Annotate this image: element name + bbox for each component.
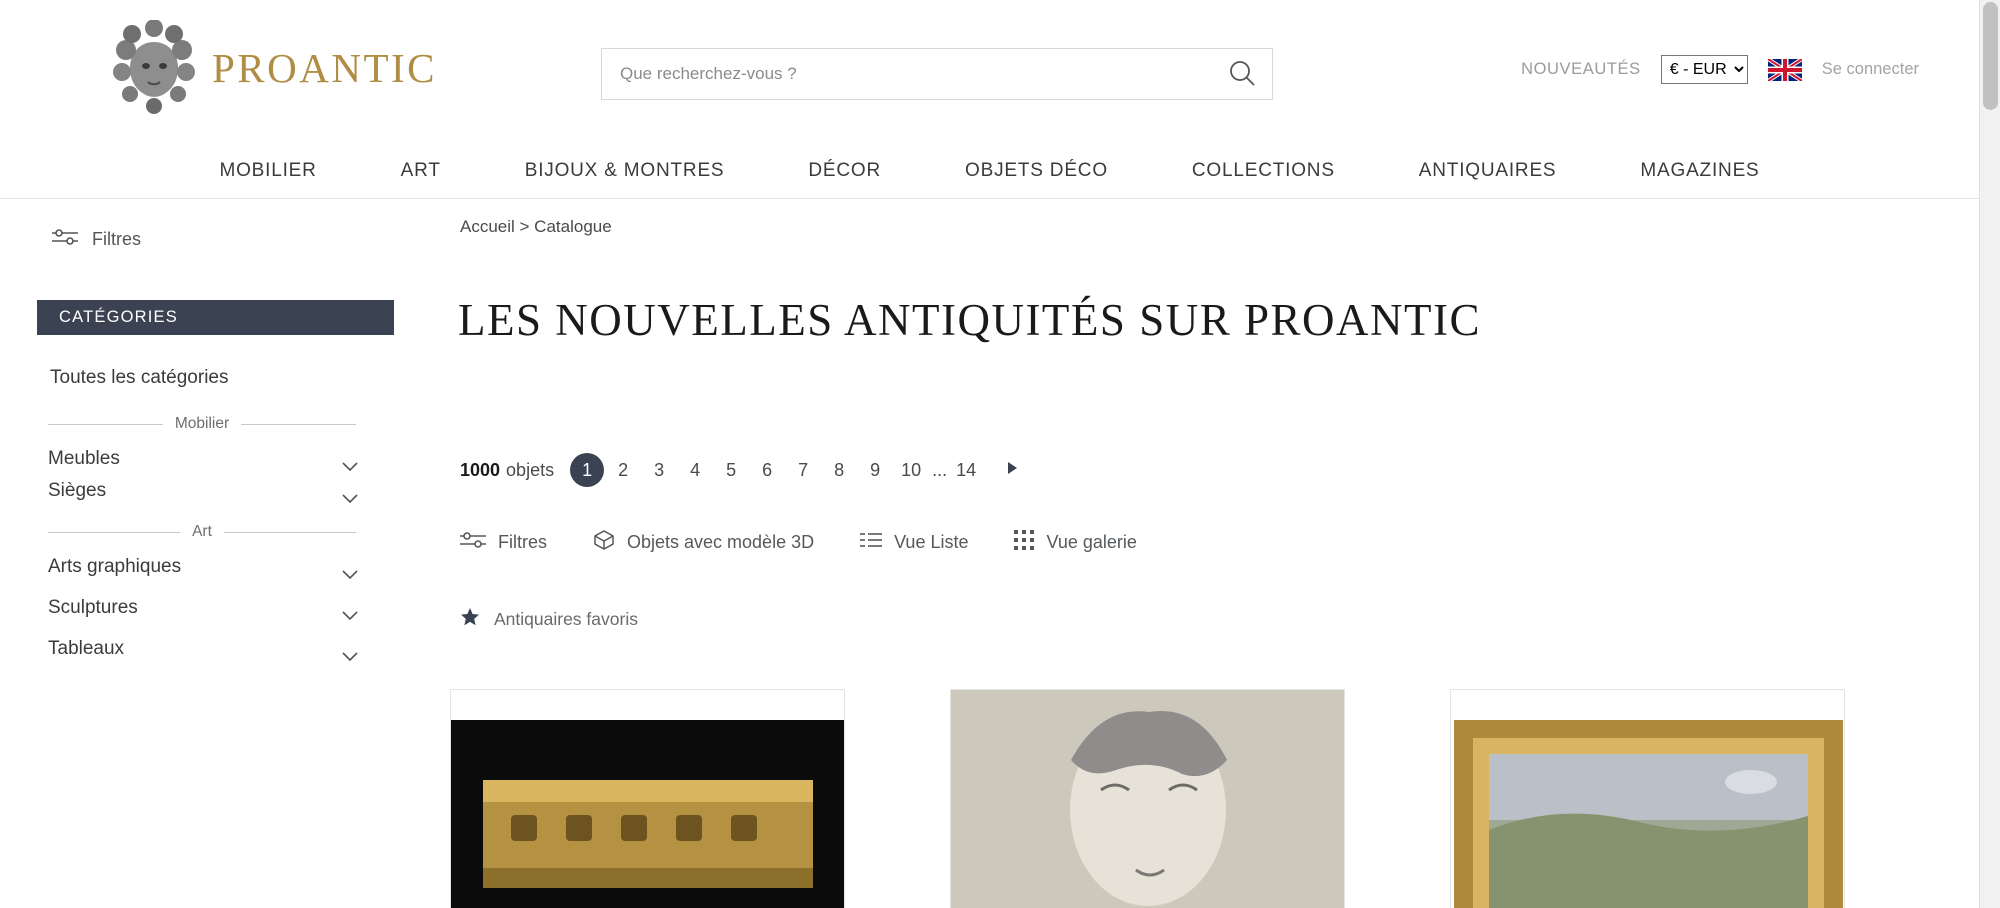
chevron-down-icon xyxy=(342,645,356,653)
list-view-icon xyxy=(860,531,882,554)
product-card-3[interactable] xyxy=(1450,689,1845,908)
group-label: Art xyxy=(192,523,212,540)
currency-select[interactable] xyxy=(1661,55,1748,84)
nav-item-art[interactable]: ART xyxy=(400,159,441,181)
divider-right xyxy=(224,532,356,533)
page-button-9[interactable]: 9 xyxy=(870,459,881,480)
chevron-right-icon xyxy=(1006,460,1018,481)
sidebar-item-arts-graphiques[interactable] xyxy=(48,556,356,578)
toolbar-list-view[interactable] xyxy=(860,531,968,554)
sidebar-item-label: Sculptures xyxy=(48,597,138,618)
nav-item-objets-deco[interactable]: OBJETS DÉCO xyxy=(965,159,1108,181)
page-button-8[interactable]: 8 xyxy=(834,459,845,480)
page-button-2[interactable]: 2 xyxy=(618,459,629,480)
login-link[interactable]: Se connecter xyxy=(1821,60,1919,78)
divider-right xyxy=(241,424,356,425)
pagination-next-button[interactable] xyxy=(995,453,1029,487)
toolbar-3d-label: Objets avec modèle 3D xyxy=(627,532,815,552)
chevron-down-icon xyxy=(342,455,356,463)
main-navigation xyxy=(0,143,1979,199)
product-image-3 xyxy=(1451,690,1844,908)
favorite-dealers-link[interactable] xyxy=(460,607,638,632)
sidebar-group-title-mobilier xyxy=(48,415,356,433)
sidebar-item-meubles[interactable] xyxy=(48,448,356,470)
sidebar-item-sieges[interactable] xyxy=(48,480,356,502)
page-scrollbar[interactable] xyxy=(1979,0,2000,908)
product-image-1 xyxy=(451,720,844,908)
favorite-dealers-label: Antiquaires favoris xyxy=(494,609,638,629)
sidebar-item-tableaux[interactable] xyxy=(48,638,356,660)
page-button-10[interactable]: 10 xyxy=(901,459,922,480)
sidebar-group-title-art xyxy=(48,523,356,541)
result-count-label: objets xyxy=(506,459,555,480)
nav-item-mobilier[interactable]: MOBILIER xyxy=(219,159,317,181)
toolbar-list-view-label: Vue Liste xyxy=(894,532,969,552)
pagination-ellipsis: ... xyxy=(932,459,948,480)
page-button-3[interactable]: 3 xyxy=(654,459,665,480)
page-title: LES NOUVELLES ANTIQUITÉS SUR PROANTIC xyxy=(458,295,1481,346)
medusa-head-logo-icon xyxy=(108,20,200,116)
nav-item-bijoux-montres[interactable]: BIJOUX & MONTRES xyxy=(524,159,725,181)
toolbar-gallery-view-label: Vue galerie xyxy=(1046,532,1137,552)
sidebar-item-label: Meubles xyxy=(48,448,120,469)
sidebar-filters-toggle[interactable] xyxy=(52,229,141,250)
toolbar-3d-objects[interactable] xyxy=(593,529,814,556)
search-input[interactable] xyxy=(602,49,1212,99)
toolbar-filters-label: Filtres xyxy=(498,532,547,552)
toolbar-filters[interactable] xyxy=(460,532,547,553)
divider-left xyxy=(48,532,180,533)
page-button-6[interactable]: 6 xyxy=(762,459,773,480)
sidebar-item-sculptures[interactable] xyxy=(48,597,356,619)
cube-3d-icon xyxy=(593,529,615,556)
star-icon xyxy=(460,607,480,632)
product-grid xyxy=(450,689,1845,908)
results-toolbar xyxy=(460,529,1183,556)
nouveautes-link[interactable]: NOUVEAUTÉS xyxy=(1521,60,1641,78)
group-label: Mobilier xyxy=(174,415,230,432)
page-button-1[interactable]: 1 xyxy=(570,453,604,487)
breadcrumb[interactable]: Accueil > Catalogue xyxy=(460,217,612,236)
chevron-down-icon xyxy=(342,563,356,571)
sidebar-item-label: Sièges xyxy=(48,480,107,501)
pagination xyxy=(460,453,1031,487)
sidebar-item-all-categories[interactable]: Toutes les catégories xyxy=(50,367,229,388)
uk-flag-icon[interactable] xyxy=(1768,59,1802,81)
filters-icon xyxy=(52,229,78,250)
result-count: 1000 xyxy=(460,459,501,480)
page-button-7[interactable]: 7 xyxy=(798,459,809,480)
grid-view-icon xyxy=(1014,530,1034,555)
site-logo[interactable] xyxy=(108,20,437,116)
page-content xyxy=(0,199,1979,908)
logo-wordmark: PROANTIC xyxy=(212,45,438,91)
page-button-last[interactable]: 14 xyxy=(956,459,977,480)
product-card-1[interactable] xyxy=(450,689,845,908)
nav-item-collections[interactable]: COLLECTIONS xyxy=(1191,159,1335,181)
divider-left xyxy=(48,424,163,425)
search-icon xyxy=(1227,58,1257,91)
scrollbar-thumb[interactable] xyxy=(1983,2,1998,110)
nav-item-decor[interactable]: DÉCOR xyxy=(808,159,882,181)
sidebar-filters-label: Filtres xyxy=(92,229,141,249)
sidebar-item-label: Arts graphiques xyxy=(48,556,182,577)
page-button-5[interactable]: 5 xyxy=(726,459,737,480)
header-utility-bar xyxy=(1521,55,1919,84)
nav-item-antiquaires[interactable]: ANTIQUAIRES xyxy=(1418,159,1557,181)
sidebar-item-label: Tableaux xyxy=(48,638,125,659)
search-box[interactable] xyxy=(601,48,1273,100)
toolbar-gallery-view[interactable] xyxy=(1014,530,1136,555)
chevron-down-icon xyxy=(342,487,356,495)
chevron-down-icon xyxy=(342,604,356,612)
site-header xyxy=(0,0,1979,143)
product-card-2[interactable] xyxy=(950,689,1345,908)
categories-header: CATÉGORIES xyxy=(37,300,394,335)
product-image-2 xyxy=(951,690,1344,908)
filters-icon xyxy=(460,532,486,553)
nav-item-magazines[interactable]: MAGAZINES xyxy=(1640,159,1760,181)
search-button[interactable] xyxy=(1212,49,1272,99)
page-button-4[interactable]: 4 xyxy=(690,459,701,480)
